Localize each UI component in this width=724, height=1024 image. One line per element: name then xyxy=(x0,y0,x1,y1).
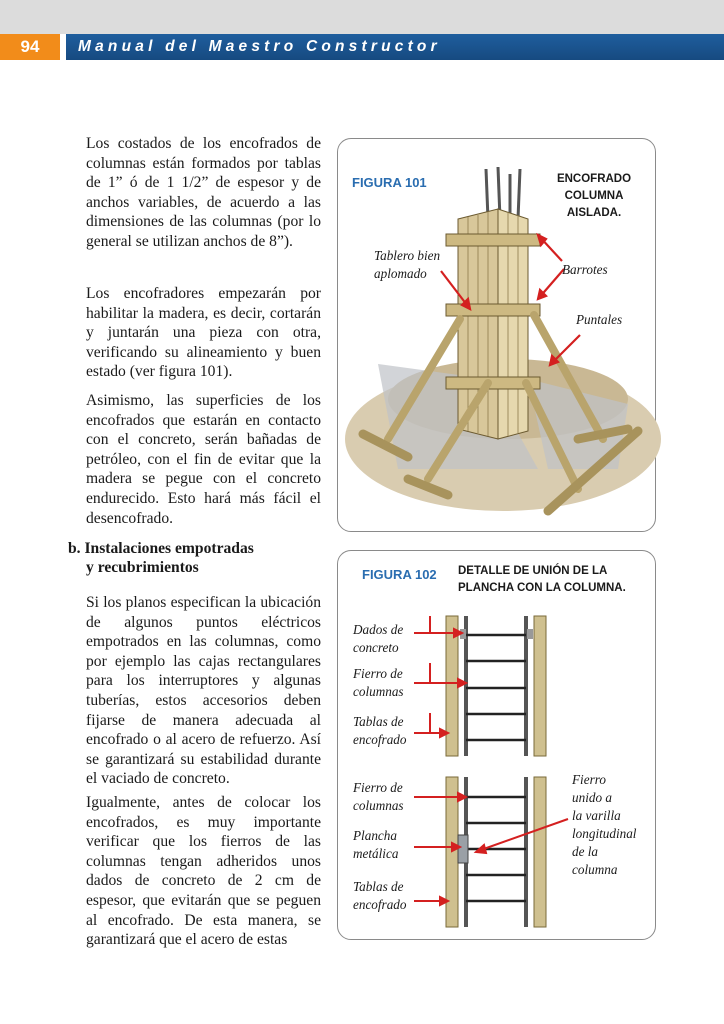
caption-line: PLANCHA CON LA COLUMNA. xyxy=(458,582,626,594)
detail-lower xyxy=(414,777,568,927)
annotation-line: Fierro de xyxy=(353,666,403,681)
annotation-puntales: Puntales xyxy=(576,312,623,327)
paragraph-costados xyxy=(86,134,321,252)
annotation-line: Tablero bien xyxy=(374,248,441,263)
plank-right xyxy=(534,616,546,756)
section-heading-line1: b. Instalaciones empotradas xyxy=(68,540,254,557)
stirrups xyxy=(466,635,526,740)
paragraph-text: Si los planos especifican la ubicación de algunos puntos eléctricos empotrados en las columnas, como por ejemplo las cajas rectangulares para los interruptores y algunas tuberías, estos accesorios deben fijarse de manera adecuada al encofrado o al acero de refuerzo. Así se garantizará su estabilidad durante el vaciado de concreto. xyxy=(86,594,321,788)
annotation-tablero xyxy=(374,247,440,283)
stirrups xyxy=(466,797,526,901)
book-title: Manual del Maestro Constructor xyxy=(78,38,441,55)
annotation-line: longitudinal xyxy=(572,826,637,841)
annotation-line: aplomado xyxy=(374,266,427,281)
annotation-line: concreto xyxy=(353,640,399,655)
caption-line: ENCOFRADO xyxy=(556,173,632,185)
rebar-right xyxy=(524,777,528,927)
paragraph-text: Igualmente, antes de colocar los encofrados, es muy importante verificar que los fierros de las columnas tengan adheridos unos dados de concreto de 2 cm de espesor, que evitarán que se peguen al encofrado. De esta manera, se garantizará que el acero de estas xyxy=(86,794,321,949)
annotation-line: Tablas de xyxy=(353,714,404,729)
figure-101-caption xyxy=(544,171,644,222)
annotation-line: Plancha xyxy=(353,828,397,843)
annotation-line: Dados de xyxy=(353,622,404,637)
section-heading-line2: y recubrimientos xyxy=(86,559,199,576)
figure-101 xyxy=(337,138,656,532)
plank-right xyxy=(534,777,546,927)
annotation-line: encofrado xyxy=(353,732,407,747)
figure-102-caption xyxy=(458,563,648,597)
caption-line: DETALLE DE UNIÓN DE LA xyxy=(458,565,608,577)
paragraph-text: Los encofradores empezarán por habilitar la madera, es decir, cortarán y juntarán una pieza con otra, verificando su alineamiento y buen estado (ver figura 101). xyxy=(86,285,321,381)
annotation-line: unido a xyxy=(572,790,612,805)
section-heading xyxy=(68,539,328,577)
figure-102-label: FIGURA 102 xyxy=(362,567,437,582)
annotation-line: Fierro de xyxy=(353,780,403,795)
paragraph-encofradores xyxy=(86,284,321,382)
caption-line: COLUMNA xyxy=(564,190,624,202)
page-number: 94 xyxy=(0,34,60,60)
annotation-line: la varilla xyxy=(572,808,621,823)
detail-upper xyxy=(414,616,546,756)
annotation-plancha xyxy=(353,827,398,863)
annotation-fierro-columnas xyxy=(353,665,404,701)
annotation-tablas-2 xyxy=(353,878,406,914)
top-gray-bar xyxy=(0,0,724,34)
metal-plate xyxy=(458,835,468,863)
paragraph-planos xyxy=(86,593,321,789)
paragraph-text: Los costados de los encofrados de columnas están formados por tablas de 1” ó de 1 1/2” de espesor y de anchos variables, de acuerdo a las dimensiones de las columnas (por lo general se utilizan anchos de 8”). xyxy=(86,135,321,250)
annotation-line: columna xyxy=(572,862,618,877)
annotation-line: de la xyxy=(572,844,599,859)
figure-101-label: FIGURA 101 xyxy=(352,175,427,190)
annotation-line: columnas xyxy=(353,798,404,813)
annotation-line: metálica xyxy=(353,846,399,861)
annotation-line: encofrado xyxy=(353,897,407,912)
caption-line: AISLADA. xyxy=(566,207,622,219)
annotation-fierro-unido xyxy=(572,771,636,879)
annotation-barrotes: Barrotes xyxy=(562,262,608,277)
annotation-tablas xyxy=(353,713,406,749)
annotation-line: columnas xyxy=(353,684,404,699)
header-divider xyxy=(60,34,66,60)
annotation-fierro-columnas-2 xyxy=(353,779,404,815)
annotation-line: Fierro xyxy=(572,772,606,787)
paragraph-text: Asimismo, las superficies de los encofrados que estarán en contacto con el concreto, serán bañadas de petróleo, con el fin de evitar que la madera se pegue con el concreto endurecido. Esto hará más fácil el desencofrado. xyxy=(86,392,321,527)
paragraph-superficies xyxy=(86,391,321,528)
annotation-dados xyxy=(353,621,403,657)
figure-102 xyxy=(337,550,656,940)
annotation-line: Tablas de xyxy=(353,879,404,894)
paragraph-igualmente xyxy=(86,793,321,950)
